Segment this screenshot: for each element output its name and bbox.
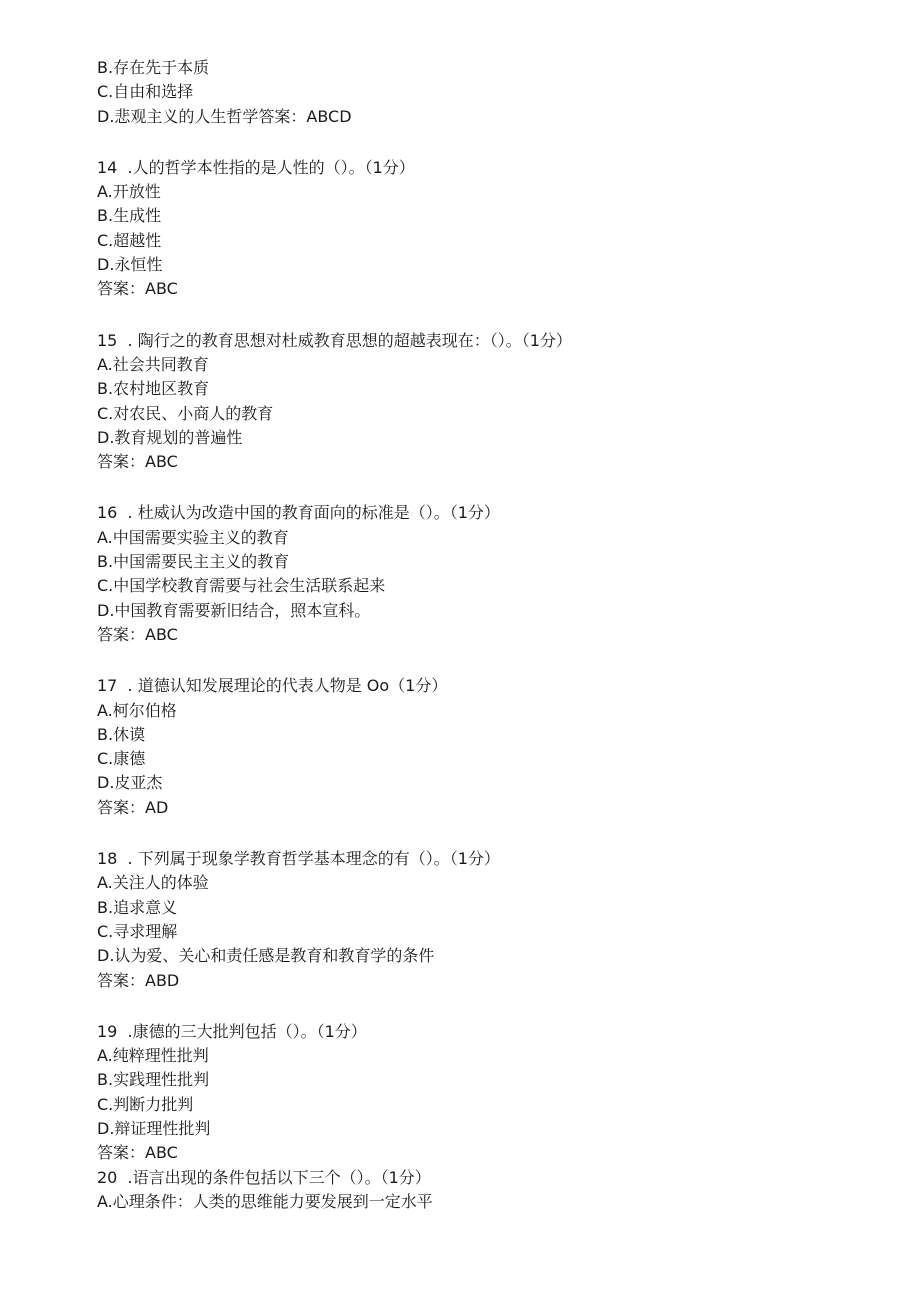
option-line: C.中国学校教育需要与社会生活联系起来 [97, 576, 386, 596]
answer-line: 答案：ABC [97, 452, 178, 472]
option-line: C.判断力批判 [97, 1094, 194, 1114]
option-line: B.休谟 [97, 724, 146, 744]
answer-line: 答案：ABD [97, 970, 180, 990]
option-line: A.中国需要实验主义的教育 [97, 527, 289, 547]
question-17 [97, 674, 897, 820]
question-20 [97, 1166, 897, 1215]
option-line: B.中国需要民主主义的教育 [97, 552, 290, 572]
answer-line: 答案：ABC [97, 279, 178, 299]
option-line: A.心理条件：人类的思维能力要发展到一定水平 [97, 1191, 433, 1211]
option-line: C.康德 [97, 749, 146, 769]
question-19 [97, 1020, 897, 1166]
option-line: D.教育规划的普遍性 [97, 427, 243, 447]
option-line: C.对农民、小商人的教育 [97, 403, 274, 423]
answer-line: 答案：AD [97, 797, 169, 817]
option-line: A.柯尔伯格 [97, 700, 177, 720]
option-line: A.纯粹理性批判 [97, 1046, 209, 1066]
answer-line: 答案：ABC [97, 624, 178, 644]
question-stem: 16 . 杜威认为改造中国的教育面向的标准是（）。（1分） [97, 503, 500, 523]
option-line: B.存在先于本质 [97, 58, 210, 77]
question-stem: 18 . 下列属于现象学教育哲学基本理念的有（）。（1分） [97, 849, 500, 869]
question-stem: 20 .语言出现的条件包括以下三个（）。（1分） [97, 1167, 431, 1187]
option-line: D.中国教育需要新旧结合，照本宣科。 [97, 600, 371, 620]
option-line: B.农村地区教育 [97, 379, 210, 399]
option-line: A.开放性 [97, 182, 161, 202]
option-line: C.自由和选择 [97, 82, 194, 102]
answer-line: 答案：ABC [97, 1143, 178, 1163]
option-line: D.永恒性 [97, 255, 163, 275]
option-line: C.寻求理解 [97, 921, 178, 941]
option-line: C.超越性 [97, 230, 162, 250]
question-15 [97, 329, 897, 475]
question-stem: 17 . 道德认知发展理论的代表人物是 Oo（1分） [97, 676, 448, 696]
question-stem: 15 . 陶行之的教育思想对杜威教育思想的超越表现在：（）。（1分） [97, 330, 572, 350]
option-line: B.实践理性批判 [97, 1070, 210, 1090]
option-line: B.生成性 [97, 206, 162, 226]
question-14 [97, 156, 897, 302]
option-line: D.悲观主义的人生哲学答案：ABCD [97, 106, 352, 126]
option-line: B.追求意义 [97, 897, 178, 917]
question-16 [97, 501, 897, 647]
option-line: D.辩证理性批判 [97, 1118, 211, 1138]
option-line: A.社会共同教育 [97, 354, 209, 374]
question-stem: 14 .人的哲学本性指的是人性的（）。（1分） [97, 157, 415, 177]
intro-block [97, 56, 897, 129]
document-page [97, 56, 897, 1214]
option-line: D.认为爱、关心和责任感是教育和教育学的条件 [97, 946, 435, 966]
question-18 [97, 847, 897, 993]
question-stem: 19 .康德的三大批判包括（）。（1分） [97, 1021, 367, 1041]
option-line: D.皮亚杰 [97, 773, 163, 793]
option-line: A.关注人的体验 [97, 873, 209, 893]
